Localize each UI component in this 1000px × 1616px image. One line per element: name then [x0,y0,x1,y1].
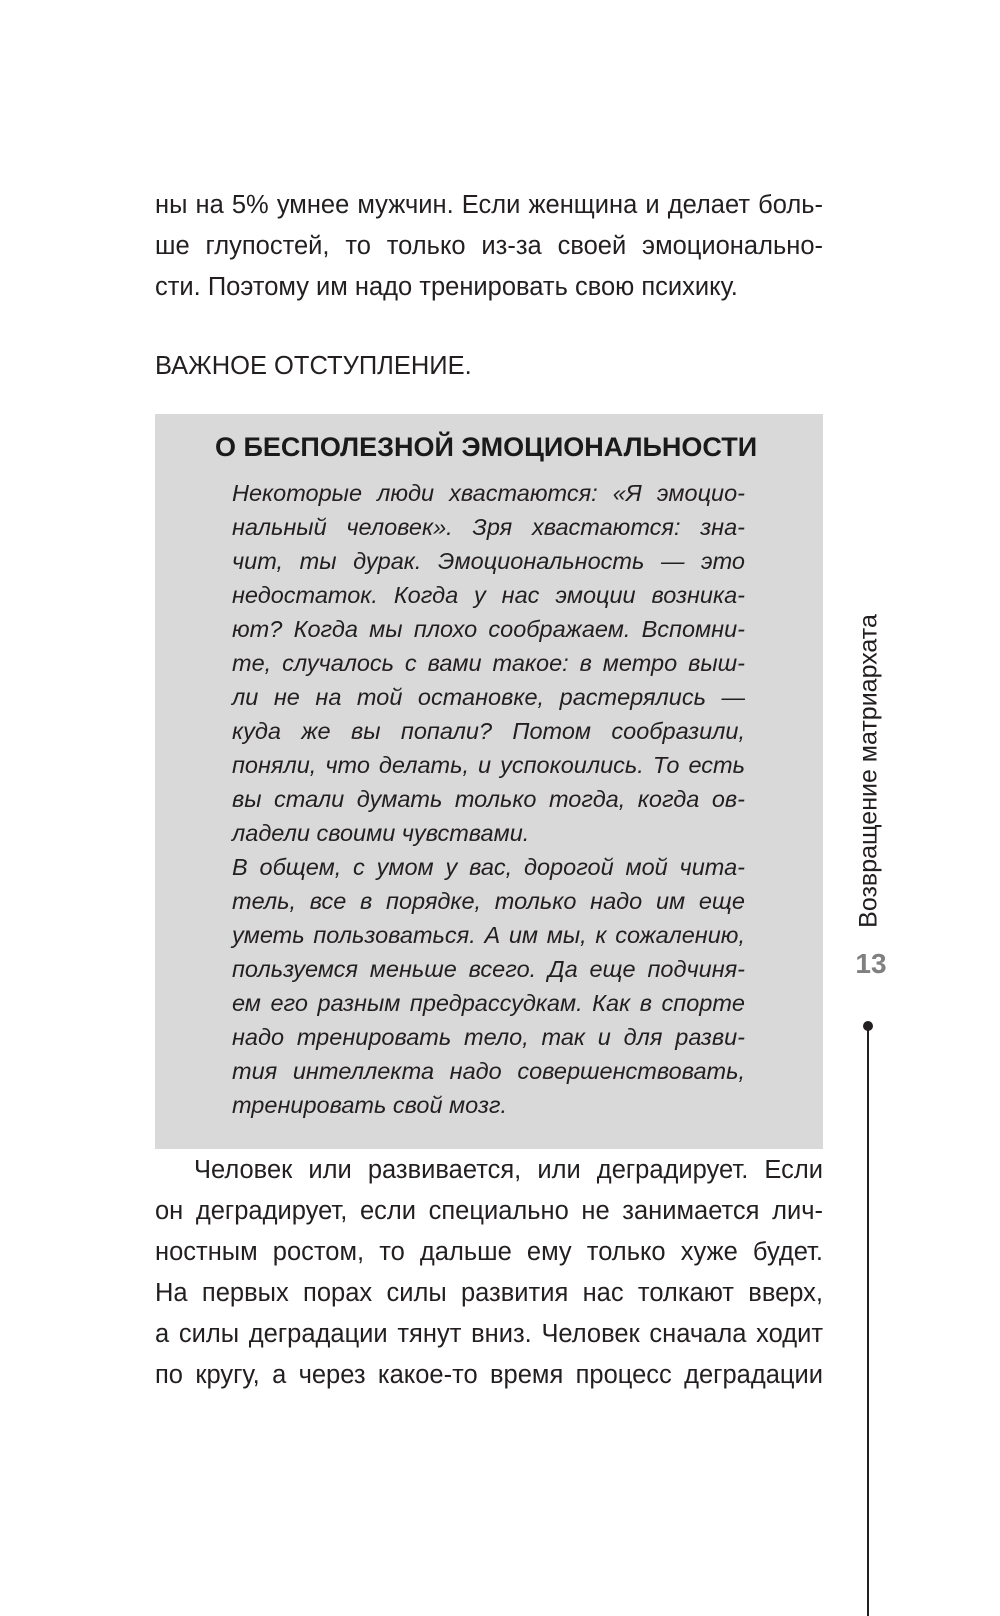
sidebar-text-line: тия интеллекта надо совершенствовать, [232,1058,745,1084]
sidebar-text-line: те, случалось с вами такое: в метро выш- [232,650,745,676]
sidebar-text-line: нальный человек». Зря хвастаются: зна- [232,514,745,540]
body-text-line: ше глупостей, то только из-за своей эмоционально- [155,232,823,260]
sidebar-text-line: В общем, с умом у вас, дорогой мой чита- [232,854,745,880]
sidebar-text-line: поняли, что делать, и успокоились. То есть [232,752,745,778]
sidebar-text-line: тренировать свой мозг. [232,1092,508,1118]
body-text-line: сти. Поэтому им надо тренировать свою психику. [155,273,738,301]
aside-label: ВАЖНОЕ ОТСТУПЛЕНИЕ. [155,352,472,380]
body-text-line: Человек или развивается, или деградирует. Если [194,1156,823,1184]
sidebar-text-line: недостаток. Когда у нас эмоции возника- [232,582,745,608]
sidebar-text-line: уметь пользоваться. А им мы, к сожалению, [232,922,745,948]
margin-rule [867,1026,869,1616]
body-text-line: а силы деградации тянут вниз. Человек сначала ходит [155,1320,823,1348]
sidebar-text-line: ют? Когда мы плохо соображаем. Вспомни- [232,616,745,642]
body-text-line: ностным ростом, то дальше ему только хуже будет. [155,1238,823,1266]
sidebar-text-line: надо тренировать тело, так и для разви- [232,1024,745,1050]
body-text-line: ны на 5% умнее мужчин. Если женщина и делает боль- [155,191,823,219]
body-text-line: по кругу, а через какое-то время процесс деградации [155,1361,823,1389]
body-text-line: он деградирует, если специально не занимается лич- [155,1197,823,1225]
sidebar-text-line: пользуемся меньше всего. Да еще подчиня- [232,956,745,982]
page-number: 13 [855,948,887,979]
sidebar-text-line: куда же вы попали? Потом сообразили, [232,718,745,744]
sidebar-title: О БЕСПОЛЕЗНОЙ ЭМОЦИОНАЛЬНОСТИ [215,432,758,462]
sidebar-text-line: ем его разным предрассудкам. Как в спорте [232,990,745,1016]
sidebar-text-line: ладели своими чувствами. [232,820,530,846]
body-text-line: На первых порах силы развития нас толкают вверх, [155,1279,823,1307]
sidebar-text-line: тель, все в порядке, только надо им еще [232,888,745,914]
sidebar-text-line: чит, ты дурак. Эмоциональность — это [232,548,745,574]
running-head: Возвращение матриархата [854,614,883,928]
sidebar-text-line: вы стали думать только тогда, когда ов- [232,786,745,812]
sidebar-text-line: ли не на той остановке, растерялись — [232,684,745,710]
sidebar-text-line: Некоторые люди хвастаются: «Я эмоцио- [232,480,745,506]
